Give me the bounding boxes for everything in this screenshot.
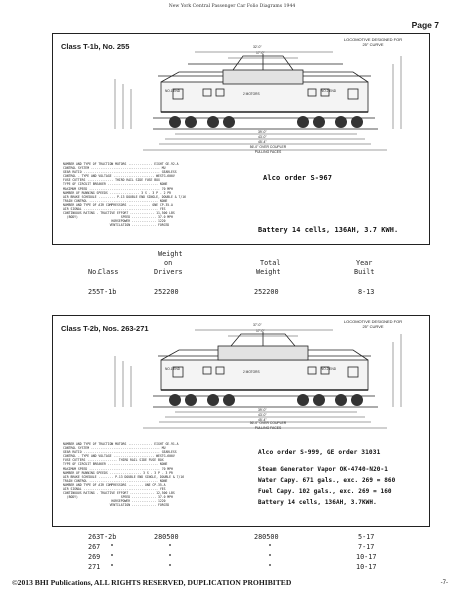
- cab-label-left: NO.1 END: [165, 89, 181, 93]
- footer-page-number: -7-: [440, 580, 448, 586]
- order-note-t1b: Alco order S-967: [263, 174, 333, 182]
- cell-drivers: 252200: [154, 288, 179, 296]
- cell-total: ": [268, 543, 273, 551]
- cab-label-center: 2 MOTORS: [243, 92, 260, 96]
- cell-built: 10-17: [356, 553, 377, 561]
- dim-bottom-1: 39'-0": [258, 130, 267, 134]
- table-row: [88, 288, 448, 298]
- diagram-panel-t1b: [52, 33, 430, 245]
- fuel-capacity-note: Fuel Capy. 102 gals., exc. 269 = 160: [258, 488, 392, 495]
- battery-note-t1b: Battery 14 cells, 136AH, 3.7 KWH.: [258, 226, 399, 234]
- diagram-panel-t2b: [52, 315, 430, 527]
- cab-label-center: 2 MOTORS: [243, 370, 260, 374]
- cell-class: ": [110, 543, 115, 551]
- table-rows-t2b: [88, 533, 448, 575]
- col-total-bot: Weight: [256, 268, 281, 276]
- dim-inner: 17'-0": [256, 329, 265, 333]
- cab-label-right: NO.2 END: [321, 89, 337, 93]
- cell-class: ": [110, 563, 115, 571]
- cell-drivers: ": [168, 543, 173, 551]
- dim-coupler: 56'-0" OVER COUPLER PULLING FACES: [249, 421, 287, 430]
- steam-generator-note: Steam Generator Vapor OK-4740-N20-1: [258, 466, 388, 473]
- cell-drivers: 280500: [154, 533, 179, 541]
- cab-label-right: NO.2 END: [321, 367, 337, 371]
- cell-no: 263: [88, 533, 101, 541]
- folio-header: New York Central Passenger Car Folio Diagrams 1944: [168, 4, 296, 9]
- cell-total: 252200: [254, 288, 279, 296]
- cell-total: ": [268, 553, 273, 561]
- dim-bottom-2: 43'-0": [258, 413, 267, 417]
- cab-label-left: NO.1 END: [165, 367, 181, 371]
- table-row: [88, 533, 448, 543]
- cell-total: 280500: [254, 533, 279, 541]
- cell-no: 255: [88, 288, 101, 296]
- table-row: [88, 553, 448, 563]
- col-year-bot: Built: [354, 268, 375, 276]
- cell-no: 271: [88, 563, 101, 571]
- cell-built: 8-13: [358, 288, 375, 296]
- dim-inner: 17'-0": [256, 51, 265, 55]
- locomotive-drawing-t2b: [53, 316, 429, 431]
- col-class: Class: [98, 268, 119, 276]
- loco-design-note: LOCOMOTIVE DESIGNED FOR 25° CURVE: [343, 319, 403, 329]
- col-weight-top: Weight: [158, 250, 183, 258]
- panel-title-t2b: Class T-2b, Nos. 263-271: [61, 324, 149, 333]
- cell-drivers: ": [168, 563, 173, 571]
- col-year-top: Year: [356, 259, 373, 267]
- cell-no: 267: [88, 543, 101, 551]
- cell-drivers: ": [168, 553, 173, 561]
- spec-list-t1b: NUMBER AND TYPE OF TRACTION MOTORS ............. EIGHT GE-92-A CONTROL SYSTEM ..................................... MU GEAR RATIO ......................................... GEARLESS CONTROL - TYPE AND VOLTAGE ...................... WESTG-600V FUSE CUTTERS .............. THIRD RAIL SIDE FUSE BOX TYPE OF CIRCUIT BREAKER ........................... NONE MAXIMUM SPEED ...................................... 70 MPH NUMBER OF RUNNING SPEEDS ................ 3 S - 3 P - 2 PR AIR BRAKE SCHEDULE ......... P-13 DOUBLE END SINGLE, DOUBLE & 7/16 TRAIN CONTROL ..................................... NONE NUMBER AND TYPE OF AIR COMPRESSORS ............ ONE CP-35-A AIR SIGNAL ........................................ YES CONTINUOUS RATING - TRACTIVE EFFORT ............. 11,500 LBS (BODY) SPEED ............. 37.0 MPH HORSEPOWER ............. 1220 VENTILATION ............. FORCED: [63, 162, 186, 228]
- col-weight-mid: on: [164, 259, 173, 267]
- table-row: [88, 543, 448, 553]
- copyright-footer: ©2013 BHI Publications, ALL RIGHTS RESERVED, DUPLICATION PROHIBITED: [12, 578, 292, 587]
- order-note-t2b: Alco order S-999, GE order 31031: [258, 449, 381, 456]
- battery-note-t2b: Battery 14 cells, 136AH, 3.7KWH.: [258, 499, 377, 506]
- dim-top: 32'-0": [253, 45, 262, 49]
- dim-bottom-3: 45'-4": [258, 140, 267, 144]
- cell-built: 7-17: [358, 543, 375, 551]
- dim-bottom-3: 45'-4": [258, 418, 267, 422]
- cell-class: ": [110, 553, 115, 561]
- cell-class: T-1b: [100, 288, 117, 296]
- cell-built: 10-17: [356, 563, 377, 571]
- dim-top: 37'-0": [253, 323, 262, 327]
- locomotive-drawing-t1b: [53, 34, 429, 154]
- dim-bottom-1: 39'-0": [258, 408, 267, 412]
- dim-bottom-2: 43'-0": [258, 135, 267, 139]
- cell-class: T-2b: [100, 533, 117, 541]
- col-no: No.: [88, 268, 101, 276]
- cell-built: 5-17: [358, 533, 375, 541]
- data-table-header: [88, 250, 448, 284]
- table-row: [88, 563, 448, 573]
- col-total-top: Total: [260, 259, 281, 267]
- page-number: Page 7: [411, 20, 439, 30]
- panel-title-t1b: Class T-1b, No. 255: [61, 42, 130, 51]
- cell-no: 269: [88, 553, 101, 561]
- water-capacity-note: Water Capy. 671 gals., exc. 269 = 860: [258, 477, 396, 484]
- spec-list-t2b: NUMBER AND TYPE OF TRACTION MOTORS ............. EIGHT GE-91-A CONTROL SYSTEM ..................................... MU GEAR RATIO ......................................... GEARLESS CONTROL - TYPE AND VOLTAGE ...................... WESTG-600V FUSE CUTTERS ................ THIRD RAIL SIDE FUSE BOX TYPE OF CIRCUIT BREAKER ........................... NONE MAXIMUM SPEED ...................................... 70 MPH NUMBER OF RUNNING SPEEDS ................. 3 S - 3 P - 3 PR AIR BRAKE SCHEDULE ........ P-13 DOUBLE END SINGLE, DOUBLE & 7/16 TRAIN CONTROL ..................................... NONE NUMBER AND TYPE OF AIR COMPRESSORS ........ ONE CP-35-A AIR SIGNAL ........................................ YES CONTINUOUS RATING - TRACTIVE EFFORT ............. 12,500 LBS (BODY) SPEED ............. 37.0 MPH HORSEPOWER ............. 1220 VENTILATION ............. FORCED: [63, 442, 185, 508]
- loco-design-note: LOCOMOTIVE DESIGNED FOR 25° CURVE: [343, 37, 403, 47]
- col-weight-bot: Drivers: [154, 268, 183, 276]
- cell-total: ": [268, 563, 273, 571]
- dim-coupler: 56'-0" OVER COUPLER PULLING FACES: [249, 145, 287, 154]
